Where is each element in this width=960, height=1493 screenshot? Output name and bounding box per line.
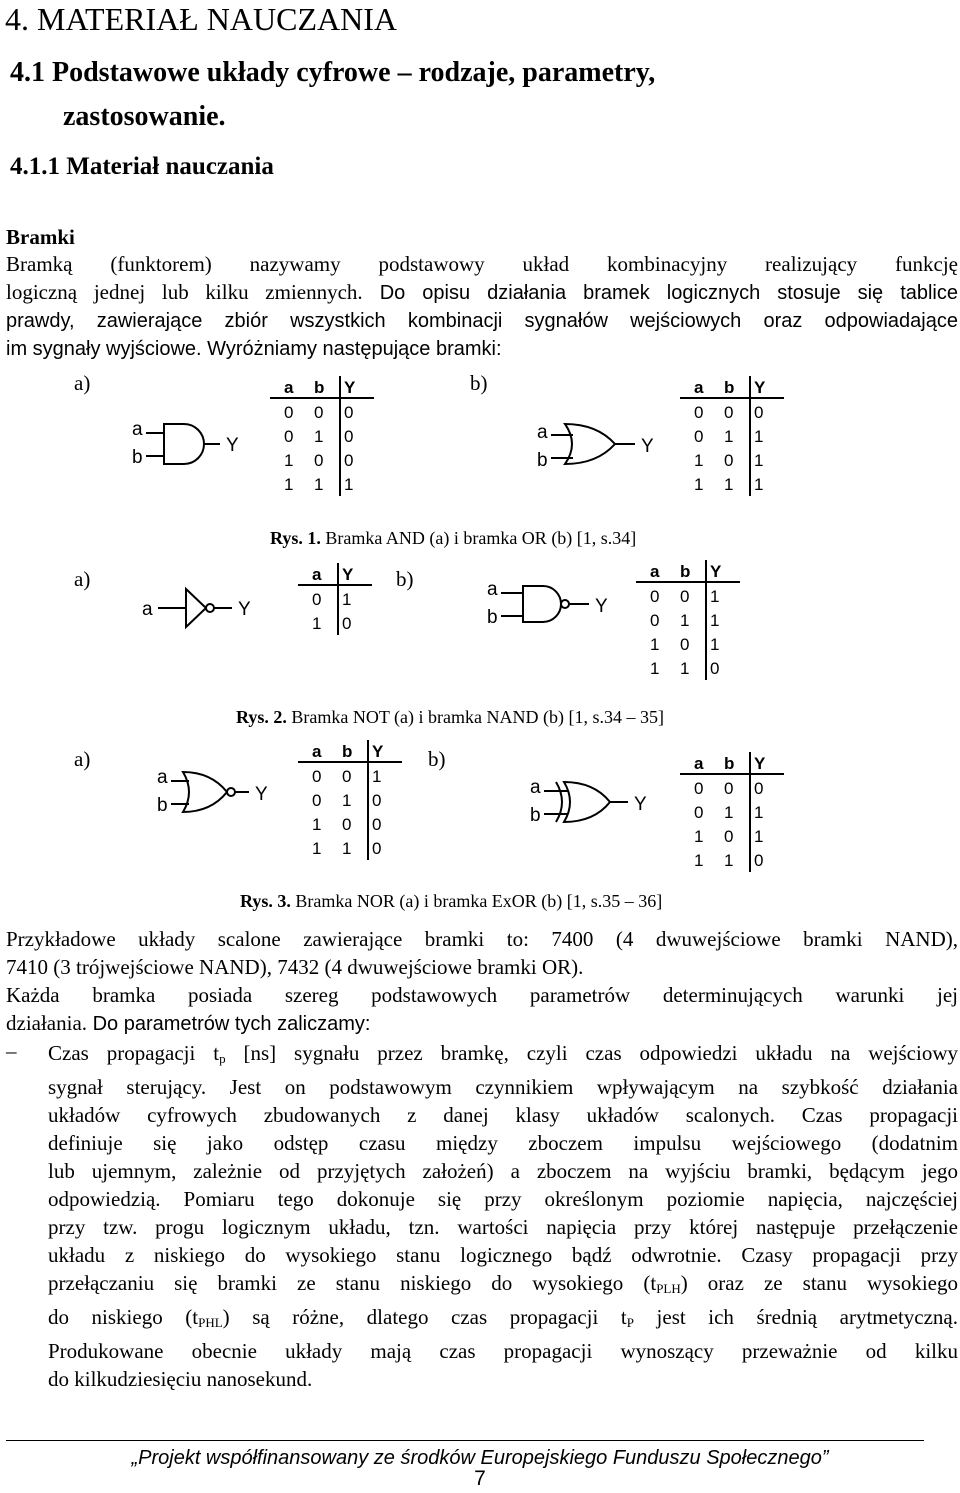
- or-cell-r0-c2: 0: [754, 403, 764, 422]
- or-gate-symbol: [535, 418, 665, 470]
- bullet-line-10a: do niskiego (t: [48, 1305, 199, 1329]
- caption-rys3: [240, 890, 662, 912]
- nand-cell-r2-c1: 0: [680, 635, 690, 654]
- intro-line-2: [6, 278, 958, 307]
- caption-rys2: [236, 706, 664, 728]
- exor-header-a: a: [694, 754, 704, 773]
- footer-rule: [6, 1440, 924, 1441]
- nand-cell-r3-c0: 1: [650, 659, 660, 678]
- not-cell-r1-c1: 0: [342, 614, 352, 633]
- exor-header-Y: Y: [754, 754, 766, 773]
- exor-cell-r2-c0: 1: [694, 827, 704, 846]
- exor-cell-r1-c1: 1: [724, 803, 734, 822]
- not-gate-symbol: [140, 585, 260, 631]
- page-number: 7: [474, 1467, 486, 1490]
- or-cell-r2-c0: 1: [694, 451, 704, 470]
- bullet-line-10b: ) są różne, dlatego czas propagacji t: [222, 1305, 627, 1329]
- bullet-line-3: układów cyfrowych zbudowanych z danej klasy układów scalonych. Czas propagacji: [48, 1103, 958, 1127]
- and-input-a-label: a: [132, 419, 143, 440]
- and-cell-r3-c1: 1: [314, 475, 324, 494]
- or-cell-r0-c0: 0: [694, 403, 704, 422]
- bullet-line-1: [48, 1039, 958, 1073]
- exor-cell-r3-c0: 1: [694, 851, 704, 870]
- nor-cell-r0-c2: 1: [372, 767, 382, 786]
- nor-cell-r3-c0: 1: [312, 839, 322, 858]
- and-cell-r0-c2: 0: [344, 403, 354, 422]
- caption-rys3-text: Bramka NOR (a) i bramka ExOR (b) [1, s.35 – 36]: [290, 891, 663, 911]
- parameters-line-2a: działania.: [6, 1011, 88, 1035]
- or-output-label: Y: [641, 436, 654, 457]
- and-cell-r1-c1: 1: [314, 427, 324, 446]
- nand-cell-r1-c0: 0: [650, 611, 660, 630]
- not-output-label: Y: [238, 599, 251, 620]
- or-cell-r3-c0: 1: [694, 475, 704, 494]
- intro-line-3: prawdy, zawierające zbiór wszystkich kombinacji sygnałów wejściowych oraz odpowiadające: [6, 310, 958, 332]
- or-cell-r1-c0: 0: [694, 427, 704, 446]
- bullet-line-10-sub2: P: [626, 1315, 634, 1330]
- bullet-line-8: układu z niskiego do wysokiego stanu logicznego bądź odwrotnie. Czasy propagacji przy: [48, 1243, 958, 1267]
- nand-header-Y: Y: [710, 562, 722, 581]
- bullet-line-9: [48, 1269, 958, 1303]
- or-header-b: b: [724, 378, 735, 397]
- bullet-dash: –: [6, 1039, 17, 1063]
- bullet-line-6: odpowiedzią. Pomiaru tego dokonuje się przy określonym poziomie napięcia, najczęściej: [48, 1187, 958, 1211]
- nor-cell-r1-c2: 0: [372, 791, 382, 810]
- and-input-b-label: b: [132, 447, 143, 468]
- nor-cell-r0-c0: 0: [312, 767, 322, 786]
- chapter-heading: 4. MATERIAŁ NAUCZANIA: [5, 1, 397, 37]
- not-header-a: a: [312, 565, 322, 584]
- and-cell-r1-c0: 0: [284, 427, 294, 446]
- fig1-label-b: b): [470, 371, 488, 395]
- bullet-line-2: sygnał sterujący. Jest on podstawowym czynnikiem wpływającym na szybkość działania: [48, 1075, 958, 1099]
- nand-header-b: b: [680, 562, 691, 581]
- or-input-b-label: b: [537, 450, 548, 470]
- nor-input-b-label: b: [157, 795, 168, 816]
- topic-heading: Bramki: [6, 225, 75, 249]
- exor-cell-r2-c1: 0: [724, 827, 734, 846]
- exor-input-b-label: b: [530, 805, 541, 826]
- not-header-Y: Y: [342, 565, 354, 584]
- nor-cell-r3-c2: 0: [372, 839, 382, 858]
- or-input-a-label: a: [537, 422, 548, 443]
- nand-header-a: a: [650, 562, 660, 581]
- and-output-label: Y: [226, 435, 239, 456]
- exor-header-b: b: [724, 754, 735, 773]
- nand-cell-r2-c2: 1: [710, 635, 720, 654]
- and-cell-r3-c0: 1: [284, 475, 294, 494]
- nand-output-label: Y: [595, 596, 608, 617]
- fig3-label-a: a): [74, 747, 91, 771]
- or-cell-r3-c1: 1: [724, 475, 734, 494]
- or-header-Y: Y: [754, 378, 766, 397]
- or-cell-r1-c1: 1: [724, 427, 734, 446]
- intro-line-4: im sygnały wyjściowe. Wyróżniamy następujące bramki:: [6, 338, 502, 360]
- parameters-line-2: [6, 1009, 958, 1038]
- nor-input-a-label: a: [157, 767, 168, 788]
- parameters-line-1: Każda bramka posiada szereg podstawowych parametrów determinujących warunki jej: [6, 983, 958, 1007]
- intro-line-2a: logiczną jednej lub kilku zmiennych.: [6, 280, 363, 304]
- nand-cell-r3-c2: 0: [710, 659, 720, 678]
- bullet-line-10-sub: PHL: [198, 1315, 223, 1330]
- propagation-bullet: [48, 1039, 958, 1393]
- and-truth-table-svg: [270, 376, 374, 496]
- footer-close-quote: ”: [821, 1447, 829, 1469]
- exor-truth-table: [680, 752, 784, 877]
- nand-cell-r1-c2: 1: [710, 611, 720, 630]
- exor-cell-r0-c0: 0: [694, 779, 704, 798]
- and-cell-r0-c1: 0: [314, 403, 324, 422]
- exor-cell-r3-c2: 0: [754, 851, 764, 870]
- not-truth-table-svg: [298, 563, 372, 635]
- subsection-heading: 4.1.1 Materiał nauczania: [10, 153, 274, 180]
- exor-cell-r1-c0: 0: [694, 803, 704, 822]
- bullet-line-7: przy tzw. progu logicznym układu, tzn. wartości napięcia przy której następuje przełączenie: [48, 1215, 958, 1239]
- nand-gate-symbol: [485, 578, 625, 630]
- and-cell-r0-c0: 0: [284, 403, 294, 422]
- bullet-line-9a: przełączaniu się bramki ze stanu niskiego do wysokiego (t: [48, 1271, 657, 1295]
- exor-cell-r0-c2: 0: [754, 779, 764, 798]
- nand-cell-r0-c0: 0: [650, 587, 660, 606]
- or-header-a: a: [694, 378, 704, 397]
- fig2-label-b: b): [396, 567, 414, 591]
- nor-cell-r3-c1: 1: [342, 839, 352, 858]
- bullet-line-9-sub: PLH: [656, 1281, 681, 1296]
- nand-cell-r1-c1: 1: [680, 611, 690, 630]
- exor-truth-table-svg: [680, 752, 784, 872]
- or-cell-r0-c1: 0: [724, 403, 734, 422]
- nor-cell-r1-c0: 0: [312, 791, 322, 810]
- fig3-label-b: b): [428, 747, 446, 771]
- intro-line-1: Bramką (funktorem) nazywamy podstawowy układ kombinacyjny realizujący funkcję: [6, 252, 958, 276]
- nor-output-label: Y: [255, 784, 268, 805]
- nor-header-b: b: [342, 742, 353, 761]
- and-gate-symbol: [130, 418, 250, 470]
- and-header-b: b: [314, 378, 325, 397]
- section-heading-line1: 4.1 Podstawowe układy cyfrowe – rodzaje, parametry,: [10, 57, 656, 88]
- nor-cell-r0-c1: 0: [342, 767, 352, 786]
- and-header-a: a: [284, 378, 294, 397]
- exor-cell-r1-c2: 1: [754, 803, 764, 822]
- parameters-line-2b: Do parametrów tych zaliczamy:: [87, 1013, 371, 1035]
- and-cell-r2-c1: 0: [314, 451, 324, 470]
- bullet-line-9b: ) oraz ze stanu wysokiego: [680, 1271, 959, 1295]
- footer-open-quote: „: [131, 1447, 139, 1469]
- exor-input-a-label: a: [530, 777, 541, 798]
- nand-cell-r0-c1: 0: [680, 587, 690, 606]
- and-header-Y: Y: [344, 378, 356, 397]
- nor-cell-r2-c2: 0: [372, 815, 382, 834]
- nand-truth-table-svg: [636, 560, 740, 680]
- not-input-a-label: a: [142, 599, 153, 620]
- and-truth-table: [270, 376, 374, 501]
- nor-truth-table-svg: [298, 740, 402, 860]
- parameters-paragraph: [6, 981, 958, 1038]
- caption-rys2-text: Bramka NOT (a) i bramka NAND (b) [1, s.34 – 35]: [286, 707, 664, 727]
- bullet-line-4: definiuje się jako odstęp czasu między zboczem impulsu wejściowego (dodatnim: [48, 1131, 958, 1155]
- not-cell-r1-c0: 1: [312, 614, 322, 633]
- bullet-line-11: Produkowane obecnie układy mają czas propagacji wynoszący przeważnie od kilku: [48, 1339, 958, 1363]
- bullet-line-10c: jest ich średnią arytmetyczną.: [633, 1305, 958, 1329]
- intro-paragraph: [6, 250, 958, 363]
- and-cell-r3-c2: 1: [344, 475, 354, 494]
- nand-truth-table: [636, 560, 740, 685]
- not-cell-r0-c0: 0: [312, 590, 322, 609]
- exor-gate-symbol: [528, 776, 663, 828]
- or-cell-r1-c2: 1: [754, 427, 764, 446]
- nor-cell-r2-c0: 1: [312, 815, 322, 834]
- or-cell-r2-c2: 1: [754, 451, 764, 470]
- nor-gate-symbol: [155, 766, 280, 818]
- nor-cell-r1-c1: 1: [342, 791, 352, 810]
- intro-line-2b: Do opisu działania bramek logicznych stosuje się tablice: [362, 282, 958, 304]
- footer-label: Projekt współfinansowany ze środków Europejskiego Funduszu Społecznego: [138, 1447, 822, 1469]
- caption-rys1: [270, 527, 636, 549]
- nor-header-Y: Y: [372, 742, 384, 761]
- nor-cell-r2-c1: 0: [342, 815, 352, 834]
- caption-rys1-number: Rys. 1.: [270, 528, 321, 548]
- bullet-line-12: do kilkudziesięciu nanosekund.: [48, 1367, 313, 1391]
- caption-rys3-number: Rys. 3.: [240, 891, 291, 911]
- fig2-label-a: a): [74, 567, 91, 591]
- nand-cell-r0-c2: 1: [710, 587, 720, 606]
- bullet-line-1a: Czas propagacji t: [48, 1041, 220, 1065]
- nand-cell-r3-c1: 1: [680, 659, 690, 678]
- bullet-line-1-sub: p: [219, 1051, 226, 1066]
- nor-header-a: a: [312, 742, 322, 761]
- and-cell-r1-c2: 0: [344, 427, 354, 446]
- ic-line-1: Przykładowe układy scalone zawierające bramki to: 7400 (4 dwuwejściowe bramki NAND),: [6, 927, 958, 951]
- or-cell-r3-c2: 1: [754, 475, 764, 494]
- or-truth-table: [680, 376, 784, 501]
- and-cell-r2-c0: 1: [284, 451, 294, 470]
- nor-truth-table: [298, 740, 402, 865]
- nand-cell-r2-c0: 1: [650, 635, 660, 654]
- or-cell-r2-c1: 0: [724, 451, 734, 470]
- exor-cell-r3-c1: 1: [724, 851, 734, 870]
- section-heading-line2: zastosowanie.: [63, 101, 226, 132]
- not-cell-r0-c1: 1: [342, 590, 352, 609]
- exor-output-label: Y: [634, 794, 647, 815]
- bullet-line-10: [48, 1303, 958, 1337]
- or-truth-table-svg: [680, 376, 784, 496]
- ic-line-2: 7410 (3 trójwejściowe NAND), 7432 (4 dwuwejściowe bramki OR).: [6, 955, 584, 979]
- fig1-label-a: a): [74, 371, 91, 395]
- and-cell-r2-c2: 0: [344, 451, 354, 470]
- caption-rys2-number: Rys. 2.: [236, 707, 287, 727]
- nand-input-a-label: a: [487, 579, 498, 600]
- ic-examples-paragraph: [6, 925, 958, 981]
- bullet-line-1b: [ns] sygnału przez bramkę, czyli czas odpowiedzi układu na wejściowy: [225, 1041, 959, 1065]
- caption-rys1-text: Bramka AND (a) i bramka OR (b) [1, s.34]: [320, 528, 637, 548]
- not-truth-table: [298, 563, 372, 640]
- bullet-line-5: lub ujemnym, zależnie od przyjętych założeń) a zboczem na wyjściu bramki, będącym jego: [48, 1159, 958, 1183]
- exor-cell-r0-c1: 0: [724, 779, 734, 798]
- nand-input-b-label: b: [487, 607, 498, 628]
- exor-cell-r2-c2: 1: [754, 827, 764, 846]
